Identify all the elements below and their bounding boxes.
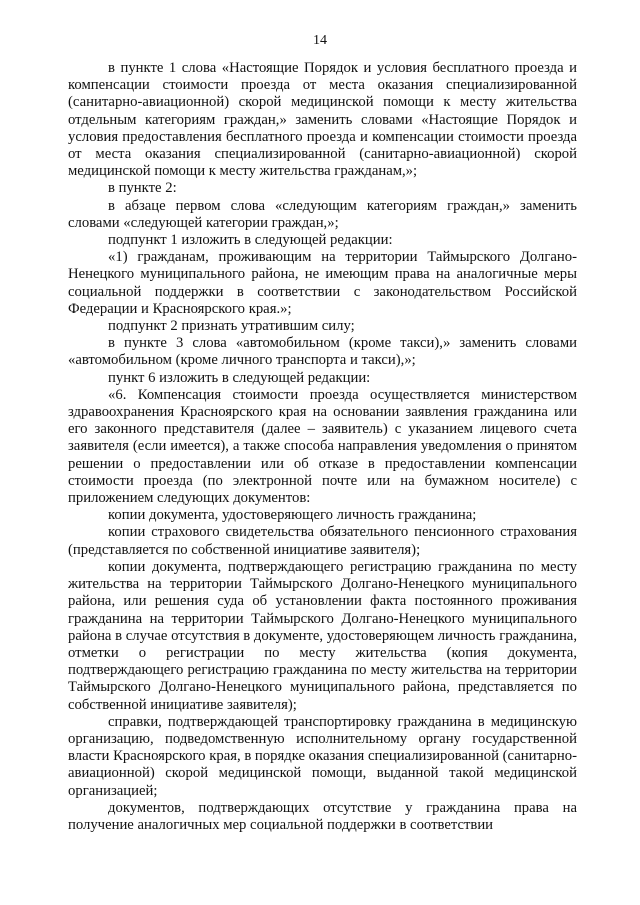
paragraph-doc-insurance: копии страхового свидетельства обязательного пенсионного страхования (представляется по собственной инициативе заявителя);: [68, 524, 577, 558]
paragraph-item-2-heading: в пункте 2:: [108, 180, 177, 197]
page-number: 14: [313, 33, 327, 48]
document-body: [68, 60, 577, 834]
paragraph-doc-no-rights: документов, подтверждающих отсутствие у гражданина права на получение аналогичных мер социальной поддержки в соответствии: [68, 799, 577, 833]
paragraph-doc-identity: копии документа, удостоверяющего личность гражданина;: [108, 507, 477, 524]
paragraph-subitem-1-heading: подпункт 1 изложить в следующей редакции:: [108, 232, 393, 249]
paragraph-item-6-heading: пункт 6 изложить в следующей редакции:: [108, 369, 371, 386]
paragraph-doc-transport-certificate: справки, подтверждающей транспортировку гражданина в медицинскую организацию, подведомственную исполнительному органу государственной власти Красноярского края, в порядке оказания специализированной (санитарно-авиационной) скорой медицинской помощи, выданной такой медицинской организацией;: [68, 713, 577, 799]
paragraph-subitem-1-text: «1) гражданам, проживающим на территории Таймырского Долгано-Ненецкого муниципального района, не имеющим права на аналогичные меры социальной поддержки в соответствии с законодательством Российской Федерации и Красноярского края.»;: [68, 249, 577, 317]
paragraph-subitem-2: подпункт 2 признать утратившим силу;: [108, 318, 355, 335]
paragraph-first-abzac: в абзаце первом слова «следующим категориям граждан,» заменить словами «следующей категории граждан,»;: [68, 197, 577, 231]
paragraph-doc-registration: копии документа, подтверждающего регистрацию гражданина по месту жительства на территории Таймырского Долгано-Ненецкого муниципального района, или решения суда об установлении факта постоянного проживания гражданина на территории Таймырского Долгано-Ненецкого муниципального района в случае отсутствия в документе, удостоверяющем личность гражданина, отметки о регистрации по месту жительства (копия документа, подтверждающего регистрацию гражданина по месту жительства на территории Таймырского Долгано-Ненецкого муниципального района, представляется по собственной инициативе заявителя);: [68, 558, 577, 713]
paragraph-item-6-text: «6. Компенсация стоимости проезда осуществляется министерством здравоохранения Красноярского края на основании заявления гражданина или его законного представителя (далее – заявитель) с указанием лицевого счета заявителя (если имеется), а также способа направления уведомления о принятом решении о предоставлении или об отказе в предоставлении компенсации стоимости проезда (по электронной почте или на бумажном носителе) с приложением следующих документов:: [68, 386, 577, 507]
paragraph-item-1-amendment: в пункте 1 слова «Настоящие Порядок и условия бесплатного проезда и компенсации стоимости проезда от места оказания специализированной (санитарно-авиационной) скорой медицинской помощи к месту жительства отдельным категориям граждан,» заменить словами «Настоящие Порядок и условия предоставления бесплатного проезда и компенсации стоимости проезда от места оказания специализированной (санитарно-авиационной) скорой медицинской помощи к месту жительства гражданам,»;: [68, 60, 577, 180]
paragraph-item-3: в пункте 3 слова «автомобильном (кроме такси),» заменить словами «автомобильном (кроме личного транспорта и такси),»;: [68, 335, 577, 369]
